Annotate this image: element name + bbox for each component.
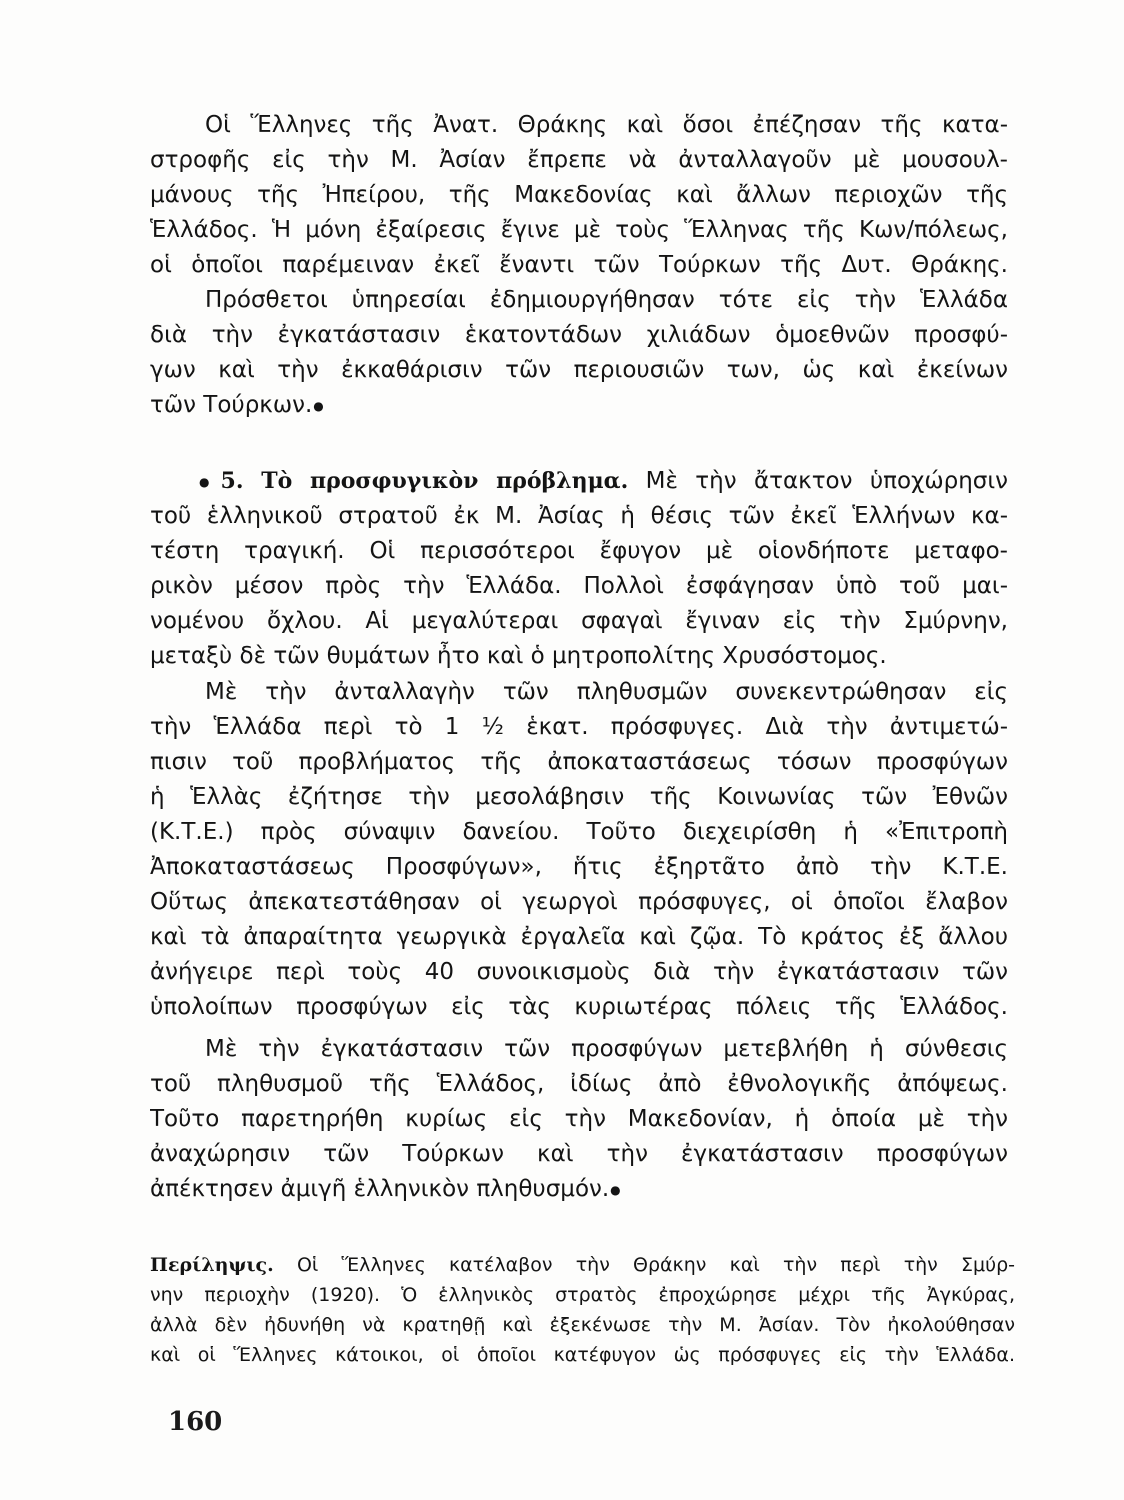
page-number: 160 xyxy=(168,1407,223,1437)
text-line: μάνους τῆς Ἠπείρου, τῆς Μακεδονίας καὶ ἄλλων περιοχῶν τῆς xyxy=(150,182,1008,208)
summary-line-content: Οἱ Ἕλληνες κατέλαβον τὴν Θράκην καὶ τὴν περὶ τὴν Σμύρ- xyxy=(296,1254,1015,1276)
text-line: πισιν τοῦ προβλήματος τῆς ἀποκαταστάσεως τόσων προσφύγων xyxy=(150,749,1008,775)
text-line: Οἱ Ἕλληνες τῆς Ἀνατ. Θράκης καὶ ὅσοι ἐπέζησαν τῆς κατα- xyxy=(205,112,1008,138)
text-line: μεταξὺ δὲ τῶν θυμάτων ἦτο καὶ ὁ μητροπολίτης Χρυσόστομος. xyxy=(150,643,887,669)
text-line xyxy=(150,388,1008,423)
summary-line xyxy=(150,1250,1015,1280)
end-marker: ● xyxy=(313,399,324,413)
summary-line: ἀλλὰ δὲν ἠδυνήθη νὰ κρατηθῇ καὶ ἐξεκένωσε τὴν Μ. Ἀσίαν. Τὸν ἠκολούθησαν xyxy=(150,1314,1015,1336)
summary-line: νην περιοχὴν (1920). Ὁ ἑλληνικὸς στρατὸς ἐπροχώρησε μέχρι τῆς Ἀγκύρας, xyxy=(150,1284,1015,1306)
text-line: ρικὸν μέσον πρὸς τὴν Ἑλλάδα. Πολλοὶ ἐσφάγησαν ὑπὸ τοῦ μαι- xyxy=(150,573,1008,599)
paragraph xyxy=(150,283,1008,423)
paragraph xyxy=(150,675,1008,1025)
text-line-content: τῶν Τούρκων. xyxy=(150,392,313,418)
summary-label: Περίληψις. xyxy=(150,1254,274,1276)
paragraph xyxy=(150,1032,1008,1207)
text-line: τοῦ πληθυσμοῦ τῆς Ἑλλάδος, ἰδίως ἀπὸ ἐθνολογικῆς ἀπόψεως. xyxy=(150,1071,1008,1097)
text-line: τοῦ ἑλληνικοῦ στρατοῦ ἐκ Μ. Ἀσίας ἡ θέσις τῶν ἐκεῖ Ἑλλήνων κα- xyxy=(150,503,1008,529)
text-line: ἀνήγειρε περὶ τοὺς 40 συνοικισμοὺς διὰ τὴν ἐγκατάστασιν τῶν xyxy=(150,959,1008,985)
text-line: τέστη τραγική. Οἱ περισσότεροι ἔφυγον μὲ οἱονδήποτε μεταφο- xyxy=(150,538,1008,564)
section-heading: 5. Τὸ προσφυγικὸν πρόβλημα. xyxy=(220,468,629,494)
text-line: γων καὶ τὴν ἐκκαθάρισιν τῶν περιουσιῶν των, ὡς καὶ ἐκείνων xyxy=(150,357,1008,383)
text-line-content: ἀπέκτησεν ἀμιγῆ ἑλληνικὸν πληθυσμόν. xyxy=(150,1176,610,1202)
paragraph xyxy=(150,108,1008,283)
text-line: Οὕτως ἀπεκατεστάθησαν οἱ γεωργοὶ πρόσφυγες, οἱ ὁποῖοι ἔλαβον xyxy=(150,889,1008,915)
text-line xyxy=(150,1172,1008,1207)
text-line: (Κ.Τ.Ε.) πρὸς σύναψιν δανείου. Τοῦτο διεχειρίσθη ἡ «Ἐπιτροπὴ xyxy=(150,819,1008,845)
text-line: διὰ τὴν ἐγκατάστασιν ἑκατοντάδων χιλιάδων ὁμοεθνῶν προσφύ- xyxy=(150,322,1008,348)
end-marker: ● xyxy=(610,1183,621,1197)
text-line: Ἀποκαταστάσεως Προσφύγων», ἥτις ἐξηρτᾶτο ἀπὸ τὴν Κ.Τ.Ε. xyxy=(150,854,1008,880)
text-line: Πρόσθετοι ὑπηρεσίαι ἐδημιουργήθησαν τότε εἰς τὴν Ἑλλάδα xyxy=(205,287,1008,313)
section-marker: ● xyxy=(199,475,220,489)
text-line: Μὲ τὴν ἐγκατάστασιν τῶν προσφύγων μετεβλήθη ἡ σύνθεσις xyxy=(205,1036,1008,1062)
text-line-content: Μὲ τὴν ἄτακτον ὑποχώρησιν xyxy=(645,468,1008,494)
text-line: στροφῆς εἰς τὴν Μ. Ἀσίαν ἔπρεπε νὰ ἀνταλλαγοῦν μὲ μουσουλ- xyxy=(150,147,1008,173)
text-line: νομένου ὄχλου. Αἱ μεγαλύτεραι σφαγαὶ ἔγιναν εἰς τὴν Σμύρνην, xyxy=(150,608,1008,634)
text-line: ἡ Ἑλλὰς ἐζήτησε τὴν μεσολάβησιν τῆς Κοινωνίας τῶν Ἐθνῶν xyxy=(150,784,1008,810)
text-line: καὶ τὰ ἀπαραίτητα γεωργικὰ ἐργαλεῖα καὶ ζῷα. Τὸ κράτος ἐξ ἄλλου xyxy=(150,924,1008,950)
text-line: οἱ ὁποῖοι παρέμειναν ἐκεῖ ἔναντι τῶν Τούρκων τῆς Δυτ. Θράκης. xyxy=(150,252,1008,278)
text-line: Ἑλλάδος. Ἡ μόνη ἐξαίρεσις ἔγινε μὲ τοὺς Ἕλληνας τῆς Κων/πόλεως, xyxy=(150,217,1008,243)
text-line: τὴν Ἑλλάδα περὶ τὸ 1 ½ ἑκατ. πρόσφυγες. Διὰ τὴν ἀντιμετώ- xyxy=(150,714,1008,740)
section-heading-line xyxy=(150,464,1008,499)
text-line: ἀναχώρησιν τῶν Τούρκων καὶ τὴν ἐγκατάστασιν προσφύγων xyxy=(150,1141,1008,1167)
section-refugee-problem xyxy=(150,464,1008,674)
text-line: Τοῦτο παρετηρήθη κυρίως εἰς τὴν Μακεδονίαν, ἡ ὁποία μὲ τὴν xyxy=(150,1106,1008,1132)
text-line: ὑπολοίπων προσφύγων εἰς τὰς κυριωτέρας πόλεις τῆς Ἑλλάδος. xyxy=(150,994,1008,1020)
text-line: Μὲ τὴν ἀνταλλαγὴν τῶν πληθυσμῶν συνεκεντρώθησαν εἰς xyxy=(205,679,1008,705)
summary-line: καὶ οἱ Ἕλληνες κάτοικοι, οἱ ὁποῖοι κατέφυγον ὡς πρόσφυγες εἰς τὴν Ἑλλάδα. xyxy=(150,1344,1015,1366)
page-body xyxy=(150,108,1008,1207)
summary-box xyxy=(150,1250,1015,1370)
